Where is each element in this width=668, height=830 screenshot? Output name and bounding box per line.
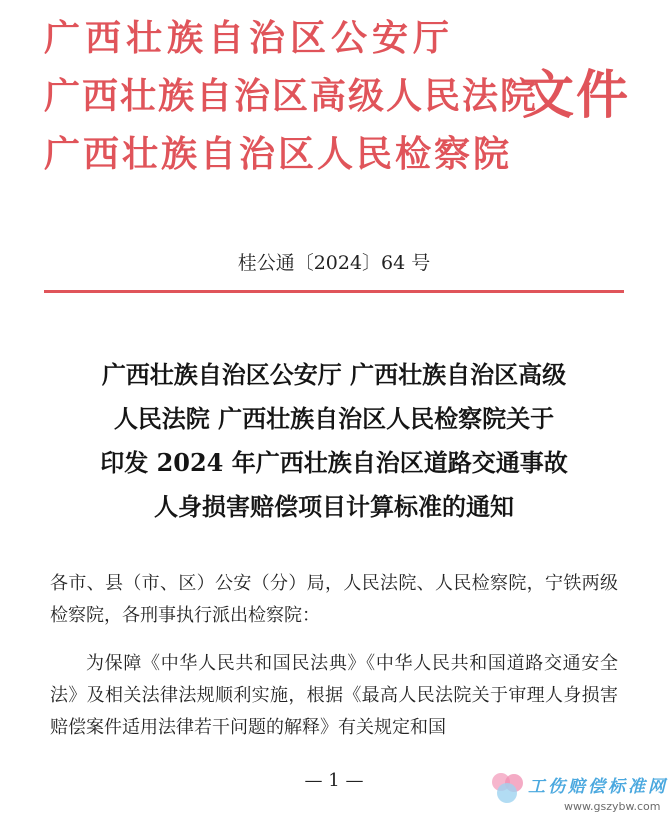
watermark-logo-icon xyxy=(488,768,528,808)
watermark-url: www.gszybw.com xyxy=(564,800,661,813)
body-paragraph: 为保障《中华人民共和国民法典》《中华人民共和国道路交通安全法》及相关法律法规顺利实施，根据《最高人民法院关于审理人身损害赔偿案件适用法律若干问题的解释》有关规定和国 xyxy=(50,653,618,738)
document-title xyxy=(36,353,632,529)
red-divider xyxy=(44,290,624,293)
watermark-name: 工伤赔偿标准网 xyxy=(528,777,668,797)
title-line: 人民法院 广西壮族自治区人民检察院关于 xyxy=(113,404,555,433)
issuer-line: 广西壮族自治区高级人民法院 xyxy=(44,75,539,117)
page-number: — 1 — xyxy=(304,770,364,791)
addressee-paragraph: 各市、县（市、区）公安（分）局，人民法院、人民检察院，宁铁两级检察院，各刑事执行派出检察院： xyxy=(50,573,618,626)
title-line: 人身损害赔偿项目计算标准的通知 xyxy=(154,492,514,521)
title-line: 印发 2024 年广西壮族自治区道路交通事故 xyxy=(100,448,568,477)
title-line: 广西壮族自治区公安厅 广西壮族自治区高级 xyxy=(101,360,567,389)
document-number: 桂公通〔2024〕64 号 xyxy=(237,252,431,274)
issuer-line: 广西壮族自治区公安厅 xyxy=(44,17,455,59)
issuer-line: 广西壮族自治区人民检察院 xyxy=(44,133,513,175)
watermark xyxy=(488,766,668,822)
document-type-label: 文件 xyxy=(522,65,631,126)
